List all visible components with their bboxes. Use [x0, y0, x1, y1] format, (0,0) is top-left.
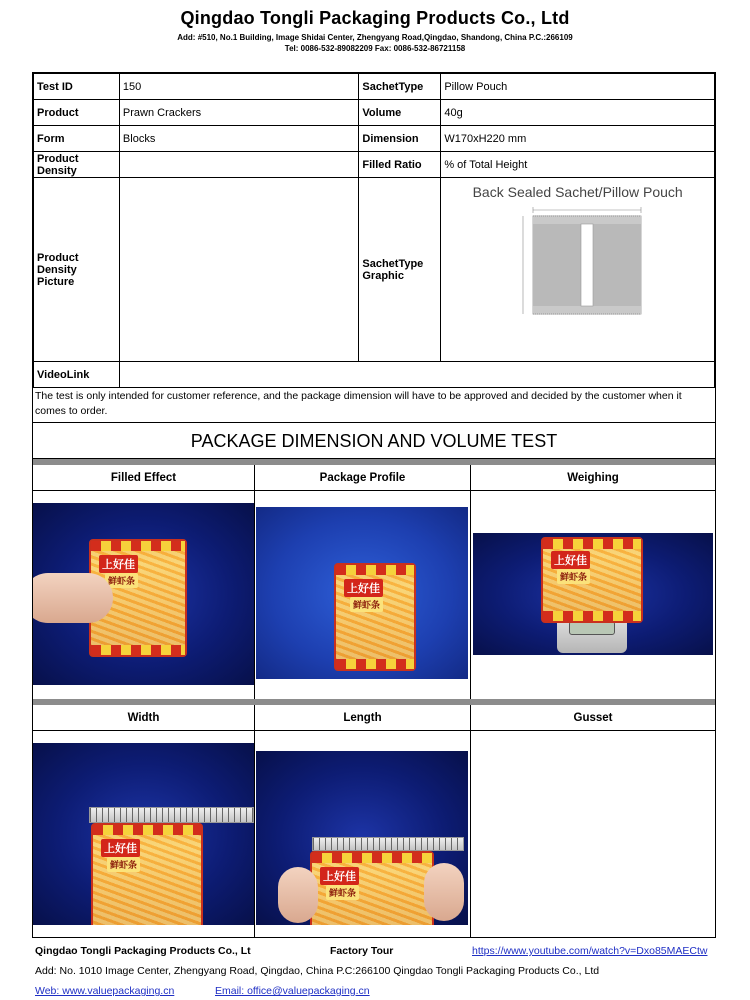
package-profile-photo [256, 507, 468, 679]
weighing-photo [473, 533, 713, 655]
snack-bag-image [334, 563, 416, 671]
gusset-label: Gusset [471, 705, 715, 731]
document-footer [35, 944, 725, 1000]
density-label: Product Density [34, 152, 120, 178]
bag-product: 鲜虾条 [557, 569, 590, 584]
density-picture-label: Product Density Picture [34, 178, 120, 362]
bag-product: 鲜虾条 [326, 885, 359, 900]
test-id-value: 150 [119, 74, 358, 100]
filled-effect-cell [33, 465, 255, 699]
bag-product: 鲜虾条 [105, 573, 138, 588]
company-title: Qingdao Tongli Packaging Products Co., Ltd [180, 8, 570, 28]
package-profile-cell [255, 465, 471, 699]
filled-ratio-label: Filled Ratio [359, 152, 441, 178]
photo-row-1 [33, 465, 715, 699]
filled-effect-photo [33, 503, 254, 685]
factory-tour-link[interactable]: https://www.youtube.com/watch?v=Dxo85MAECtw [472, 945, 708, 957]
ruler-image [89, 807, 254, 823]
gusset-cell [471, 705, 715, 938]
length-photo [256, 751, 468, 925]
volume-value: 40g [441, 100, 715, 126]
bag-product: 鲜虾条 [107, 857, 140, 872]
density-picture-cell [119, 178, 358, 362]
factory-tour-label: Factory Tour [330, 945, 394, 957]
bag-brand: 上好佳 [551, 551, 590, 569]
bag-brand: 上好佳 [101, 839, 140, 857]
sachet-graphic-label: SachetType Graphic [359, 178, 441, 362]
ruler-image [312, 837, 464, 851]
test-sheet [32, 72, 716, 938]
bag-brand: 上好佳 [320, 867, 359, 885]
pillow-pouch-diagram [503, 204, 653, 322]
section-title: PACKAGE DIMENSION AND VOLUME TEST [33, 423, 715, 459]
sachet-type-value: Pillow Pouch [441, 74, 715, 100]
snack-bag-image [91, 823, 203, 925]
bag-brand: 上好佳 [99, 555, 138, 573]
width-cell [33, 705, 255, 938]
package-profile-label: Package Profile [255, 465, 470, 491]
header-address: Add: #510, No.1 Building, Image Shidai Center, Zhengyang Road,Qingdao, Shandong, China P.C.:266109 [177, 33, 573, 42]
photo-row-2 [33, 705, 715, 938]
length-cell [255, 705, 471, 938]
header-contact: Tel: 0086-532-89082209 Fax: 0086-532-86721158 [284, 44, 466, 53]
bag-product: 鲜虾条 [350, 597, 383, 612]
product-label: Product [34, 100, 120, 126]
product-value: Prawn Crackers [119, 100, 358, 126]
form-value: Blocks [119, 126, 358, 152]
test-id-label: Test ID [34, 74, 120, 100]
dimension-label: Dimension [359, 126, 441, 152]
width-photo [33, 743, 254, 925]
length-label: Length [255, 705, 470, 731]
density-value [119, 152, 358, 178]
volume-label: Volume [359, 100, 441, 126]
hand-image [278, 867, 318, 923]
hand-image [33, 573, 113, 623]
filled-effect-label: Filled Effect [33, 465, 254, 491]
form-label: Form [34, 126, 120, 152]
snack-bag-image [310, 851, 434, 925]
weighing-cell [471, 465, 715, 699]
sachet-graphic-cell [441, 178, 715, 362]
sachet-type-label: SachetType [359, 74, 441, 100]
website-link[interactable]: Web: www.valuepackaging.cn [35, 985, 175, 997]
videolink-label: VideoLink [34, 362, 120, 388]
bag-brand: 上好佳 [344, 579, 383, 597]
width-label: Width [33, 705, 254, 731]
footer-address: Add: No. 1010 Image Center, Zhengyang Road, Qingdao, China P.C:266100 Qingdao Tongli Packaging Products Co., Ltd [35, 965, 600, 977]
disclaimer-text: The test is only intended for customer reference, and the package dimension will have to be approved and decided by the customer when it comes to order. [33, 387, 715, 423]
dimension-value: W170xH220 mm [441, 126, 715, 152]
info-table [33, 73, 715, 388]
document-header [0, 8, 750, 53]
videolink-value[interactable] [119, 362, 714, 388]
footer-company: Qingdao Tongli Packaging Products Co., Lt [35, 945, 251, 957]
hand-image [424, 863, 464, 921]
filled-ratio-value: % of Total Height [441, 152, 715, 178]
weighing-label: Weighing [471, 465, 715, 491]
snack-bag-image [541, 537, 643, 623]
graphic-title: Back Sealed Sachet/Pillow Pouch [472, 184, 683, 200]
email-link[interactable]: Email: office@valuepackaging.cn [215, 985, 370, 997]
